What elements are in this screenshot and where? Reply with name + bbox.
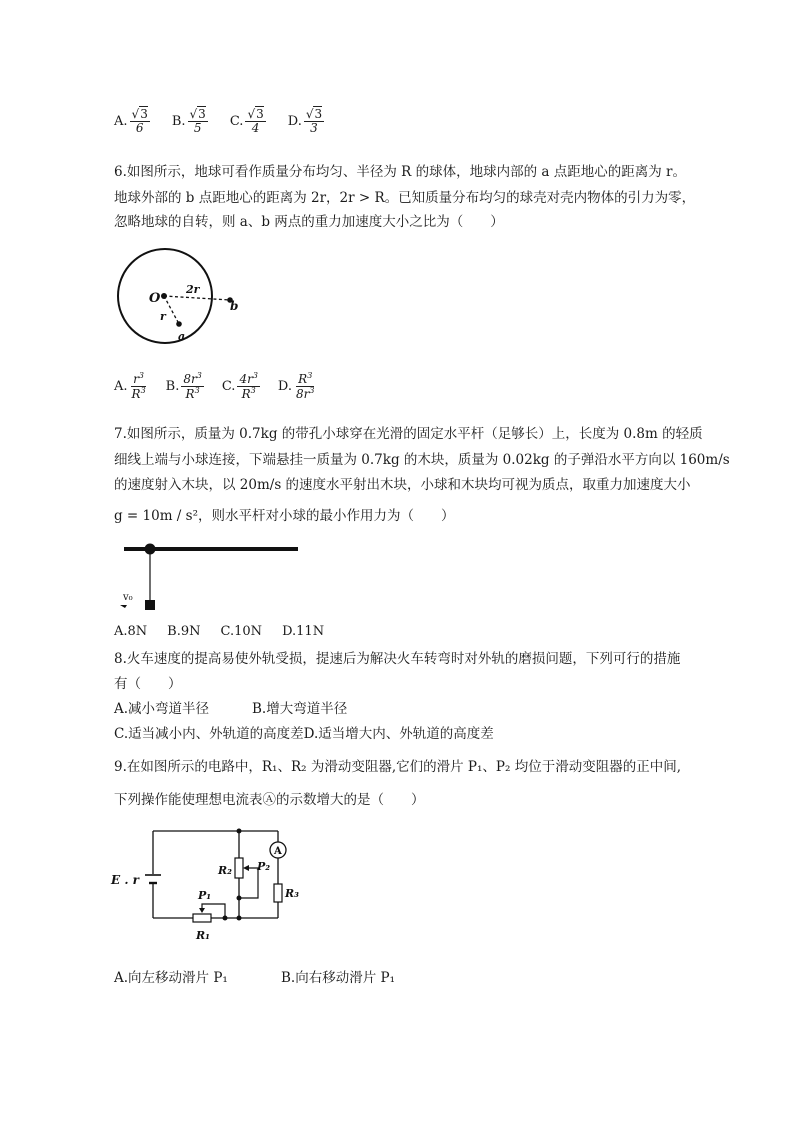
wooden-block xyxy=(145,600,155,610)
denominator: 5 xyxy=(193,120,202,135)
slider-p1-arrow xyxy=(199,908,205,913)
q8-text-line1: 8.火车速度的提高易使外轨受损，提速后为解决火车转弯时对外轨的磨损问题，下列可行的措施 xyxy=(114,651,681,667)
q9-text-line2: 下列操作能使理想电流表Ⓐ的示数增大的是（ ） xyxy=(114,792,425,808)
q6-option-d[interactable] xyxy=(278,372,317,400)
bullet-icon xyxy=(120,605,127,608)
q7-option-a[interactable]: A.8N xyxy=(114,624,148,639)
q8-option-a[interactable]: A.减小弯道半径 xyxy=(114,701,210,717)
q7-options xyxy=(114,624,324,639)
label-o: O xyxy=(149,291,161,306)
label-a: a xyxy=(178,330,186,343)
label-r2: R₂ xyxy=(218,864,232,877)
point-a xyxy=(176,321,182,327)
option-label: D. xyxy=(277,378,293,394)
q8-option-b[interactable]: B.增大弯道半径 xyxy=(252,701,348,717)
denominator: 8r xyxy=(296,386,310,401)
label-v0: v₀ xyxy=(123,592,133,603)
q6-option-a[interactable] xyxy=(114,372,148,400)
option-label: B. xyxy=(165,378,180,394)
q9-option-b[interactable]: B.向右移动滑片 P₁ xyxy=(281,970,395,986)
resistor-r2 xyxy=(235,858,243,878)
resistor-r3 xyxy=(274,884,282,902)
q7-text-line2: 细线上端与小球连接，下端悬挂一质量为 0.7kg 的木块，质量为 0.02kg 的子弹沿水平方向以 160m/s xyxy=(114,452,730,468)
option-label: C. xyxy=(229,113,244,129)
label-r3: R₃ xyxy=(285,887,299,900)
q6-text-line3: 忽略地球的自转，则 a、b 两点的重力加速度大小之比为（ ） xyxy=(114,214,504,230)
option-label: B. xyxy=(171,113,186,129)
q5-option-d[interactable]: D. $\frac{√3}{3}$ xyxy=(287,107,323,135)
exponent: 3 xyxy=(140,385,146,395)
radicand: 3 xyxy=(198,107,206,121)
numerator: 8r xyxy=(183,372,197,386)
line-o-to-a xyxy=(164,296,179,324)
ball xyxy=(145,544,156,555)
q7-rod-figure xyxy=(115,538,305,618)
q6-text-line1: 6.如图所示，地球可看作质量分布均匀、半径为 R 的球体，地球内部的 a 点距地心的距离为 r。 xyxy=(114,164,687,180)
slider-p1-wire xyxy=(202,904,225,918)
q7-option-d[interactable]: D.11N xyxy=(282,624,325,639)
exponent: 3 xyxy=(194,385,200,395)
q7-text-line4: g = 10m / s²，则水平杆对小球的最小作用力为（ ） xyxy=(114,508,455,524)
q7-text-line3: 的速度射入木块，以 20m/s 的速度水平射出木块，小球和木块均可视为质点，取重力加速度大小 xyxy=(114,477,691,493)
exponent: 3 xyxy=(309,385,315,395)
resistor-r1 xyxy=(193,914,211,922)
label-p1: P₁ xyxy=(198,889,212,902)
numerator: r xyxy=(133,372,139,386)
denominator: R xyxy=(131,386,141,401)
exponent: 3 xyxy=(138,371,145,380)
slider-p2-wire xyxy=(239,868,258,898)
denominator: R xyxy=(185,386,195,401)
slider-p2-arrow xyxy=(243,865,249,871)
numerator: 4r xyxy=(239,372,253,386)
label-r1: R₁ xyxy=(196,929,210,942)
q5-options xyxy=(114,108,324,134)
option-label: A. xyxy=(114,378,128,394)
label-p2: P₂ xyxy=(257,860,271,873)
label-2r: 2r xyxy=(186,283,200,296)
q7-option-c[interactable]: C.10N xyxy=(220,624,263,639)
exponent: 3 xyxy=(250,385,256,395)
denominator: R xyxy=(241,386,251,401)
q6-option-c[interactable] xyxy=(222,372,260,400)
q6-earth-figure xyxy=(110,244,250,354)
q9-option-a[interactable]: A.向左移动滑片 P₁ xyxy=(114,970,228,986)
radicand: 3 xyxy=(256,107,264,121)
option-label: D. xyxy=(287,113,302,129)
label-ammeter: A xyxy=(274,846,282,857)
exponent: 3 xyxy=(196,371,202,380)
q6-options xyxy=(114,372,316,400)
q8-option-cd[interactable]: C.适当减小内、外轨道的高度差D.适当增大内、外轨道的高度差 xyxy=(114,726,494,742)
q6-option-b[interactable] xyxy=(166,372,204,400)
q5-option-b[interactable]: B. $\frac{√3}{5}$ xyxy=(171,107,206,135)
radicand: 3 xyxy=(140,107,148,121)
denominator: 6 xyxy=(135,120,144,135)
denominator: 4 xyxy=(251,120,260,135)
q7-text-line1: 7.如图所示，质量为 0.7kg 的带孔小球穿在光滑的固定水平杆（足够长）上，长度为 0.8m 的轻质 xyxy=(114,426,703,442)
q7-option-b[interactable]: B.9N xyxy=(167,624,201,639)
q9-text-line1: 9.在如图所示的电路中，R₁、R₂ 为滑动变阻器,它们的滑片 P₁、P₂ 均位于滑动变阻器的正中间, xyxy=(114,759,681,775)
q9-circuit-figure xyxy=(108,822,318,947)
option-label: C. xyxy=(221,378,236,394)
option-label: A. xyxy=(114,113,128,129)
line-o-to-b xyxy=(164,296,230,300)
label-b: b xyxy=(230,299,239,313)
exponent: 3 xyxy=(252,371,258,380)
exponent: 3 xyxy=(307,371,313,380)
q5-option-a[interactable]: A. $\frac{√3}{6}$ xyxy=(114,107,148,135)
radicand: 3 xyxy=(314,107,323,121)
q8-text-line2: 有（ ） xyxy=(114,676,182,692)
label-e-r: E . r xyxy=(111,873,140,887)
numerator: R xyxy=(298,372,308,386)
denominator: 3 xyxy=(310,120,318,135)
label-r: r xyxy=(160,310,166,323)
q5-option-c[interactable]: C. $\frac{√3}{4}$ xyxy=(229,107,264,135)
q6-text-line2: 地球外部的 b 点距地心的距离为 2r，2r > R。已知质量分布均匀的球壳对壳内物体的引力为零， xyxy=(114,190,696,206)
